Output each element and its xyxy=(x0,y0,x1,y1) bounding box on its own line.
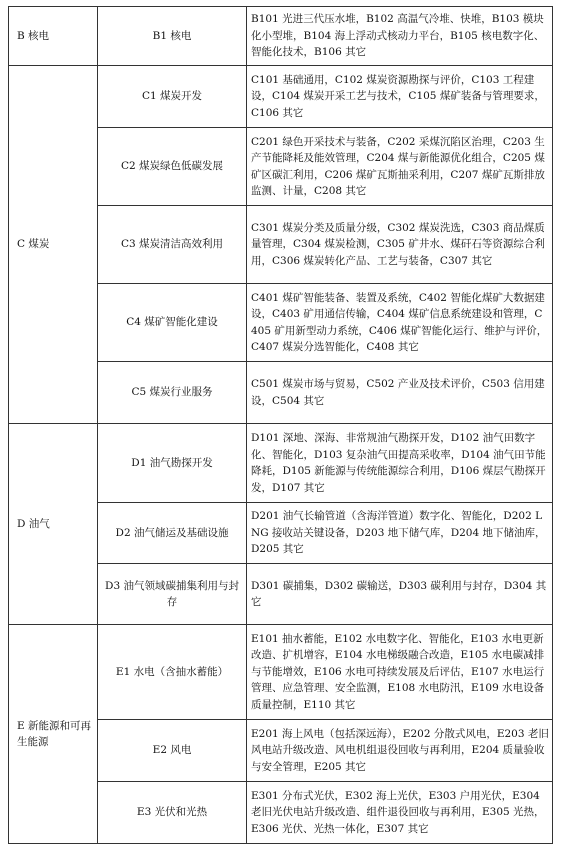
content-cell: C201 绿色开采技术与装备，C202 采煤沉陷区治理，C203 生产节能降耗及能效管理，C204 煤与新能源优化组合，C205 煤矿区碳汇利用，C206 煤矿瓦斯抽采利用，C207 煤矿瓦斯排放监测、计量，C208 其它 xyxy=(247,128,553,206)
subcategory-cell: C5 煤炭行业服务 xyxy=(98,362,247,424)
table-row xyxy=(9,7,553,66)
category-cell: E 新能源和可再生能源 xyxy=(9,625,98,844)
content-cell: C301 煤炭分类及质量分级，C302 煤炭洗选，C303 商品煤质量管理，C304 煤炭检测，C305 矿井水、煤矸石等资源综合利用，C306 煤炭转化产品、工艺与装备，C307 其它 xyxy=(247,206,553,284)
subcategory-cell: D3 油气领域碳捕集利用与封存 xyxy=(98,564,247,625)
content-cell: D301 碳捕集，D302 碳输送，D303 碳利用与封存，D304 其它 xyxy=(247,564,553,625)
subcategory-cell: C2 煤炭绿色低碳发展 xyxy=(98,128,247,206)
table-row xyxy=(9,625,553,720)
subcategory-cell: B1 核电 xyxy=(98,7,247,66)
subcategory-cell: E1 水电（含抽水蓄能） xyxy=(98,625,247,720)
category-cell: D 油气 xyxy=(9,424,98,625)
category-cell: C 煤炭 xyxy=(9,66,98,424)
subcategory-cell: E3 光伏和光热 xyxy=(98,782,247,844)
table-row xyxy=(9,66,553,128)
subcategory-cell: C1 煤炭开发 xyxy=(98,66,247,128)
content-cell: C401 煤矿智能装备、装置及系统，C402 智能化煤矿大数据建设，C403 矿用通信传输，C404 煤矿信息系统建设和管理，C405 矿用新型动力系统，C406 煤矿智能化运行、维护与评价，C407 煤炭分选智能化，C408 其它 xyxy=(247,284,553,362)
energy-classification-table xyxy=(8,6,553,844)
content-cell: C101 基础通用，C102 煤炭资源勘探与评价，C103 工程建设，C104 煤炭开采工艺与技术，C105 煤矿装备与管理要求，C106 其它 xyxy=(247,66,553,128)
subcategory-cell: C3 煤炭清洁高效利用 xyxy=(98,206,247,284)
category-cell: B 核电 xyxy=(9,7,98,66)
subcategory-cell: E2 风电 xyxy=(98,720,247,782)
content-cell: D201 油气长输管道（含海洋管道）数字化、智能化，D202 LNG 接收站关键设备，D203 地下储气库，D204 地下储油库，D205 其它 xyxy=(247,503,553,564)
subcategory-cell: D2 油气储运及基础设施 xyxy=(98,503,247,564)
content-cell: D101 深地、深海、非常规油气勘探开发，D102 油气田数字化、智能化，D103 复杂油气田提高采收率，D104 油气田节能降耗，D105 新能源与传统能源综合利用，D106 煤层气勘探开发，D107 其它 xyxy=(247,424,553,503)
content-cell: E101 抽水蓄能，E102 水电数字化、智能化，E103 水电更新改造、扩机增容，E104 水电梯级融合改造，E105 水电碳减排与节能增效，E106 水电可持续发展及后评估，E107 水电运行管理、应急管理、安全监测，E108 水电防汛，E109 水电设备质量控制，E110 其它 xyxy=(247,625,553,720)
table-row xyxy=(9,424,553,503)
content-cell: B101 光进三代压水堆，B102 高温气冷堆、快堆，B103 模块化小型堆，B104 海上浮动式核动力平台，B105 核电数字化、智能化技术，B106 其它 xyxy=(247,7,553,66)
content-cell: E201 海上风电（包括深远海），E202 分散式风电，E203 老旧风电站升级改造、风电机组退役回收与再利用，E204 质量验收与安全管理，E205 其它 xyxy=(247,720,553,782)
subcategory-cell: C4 煤矿智能化建设 xyxy=(98,284,247,362)
subcategory-cell: D1 油气勘探开发 xyxy=(98,424,247,503)
content-cell: C501 煤炭市场与贸易，C502 产业及技术评价，C503 信用建设，C504 其它 xyxy=(247,362,553,424)
content-cell: E301 分布式光伏，E302 海上光伏，E303 户用光伏，E304 老旧光伏电站升级改造、组件退役回收与再利用，E305 光热，E306 光伏、光热一体化，E307 其它 xyxy=(247,782,553,844)
